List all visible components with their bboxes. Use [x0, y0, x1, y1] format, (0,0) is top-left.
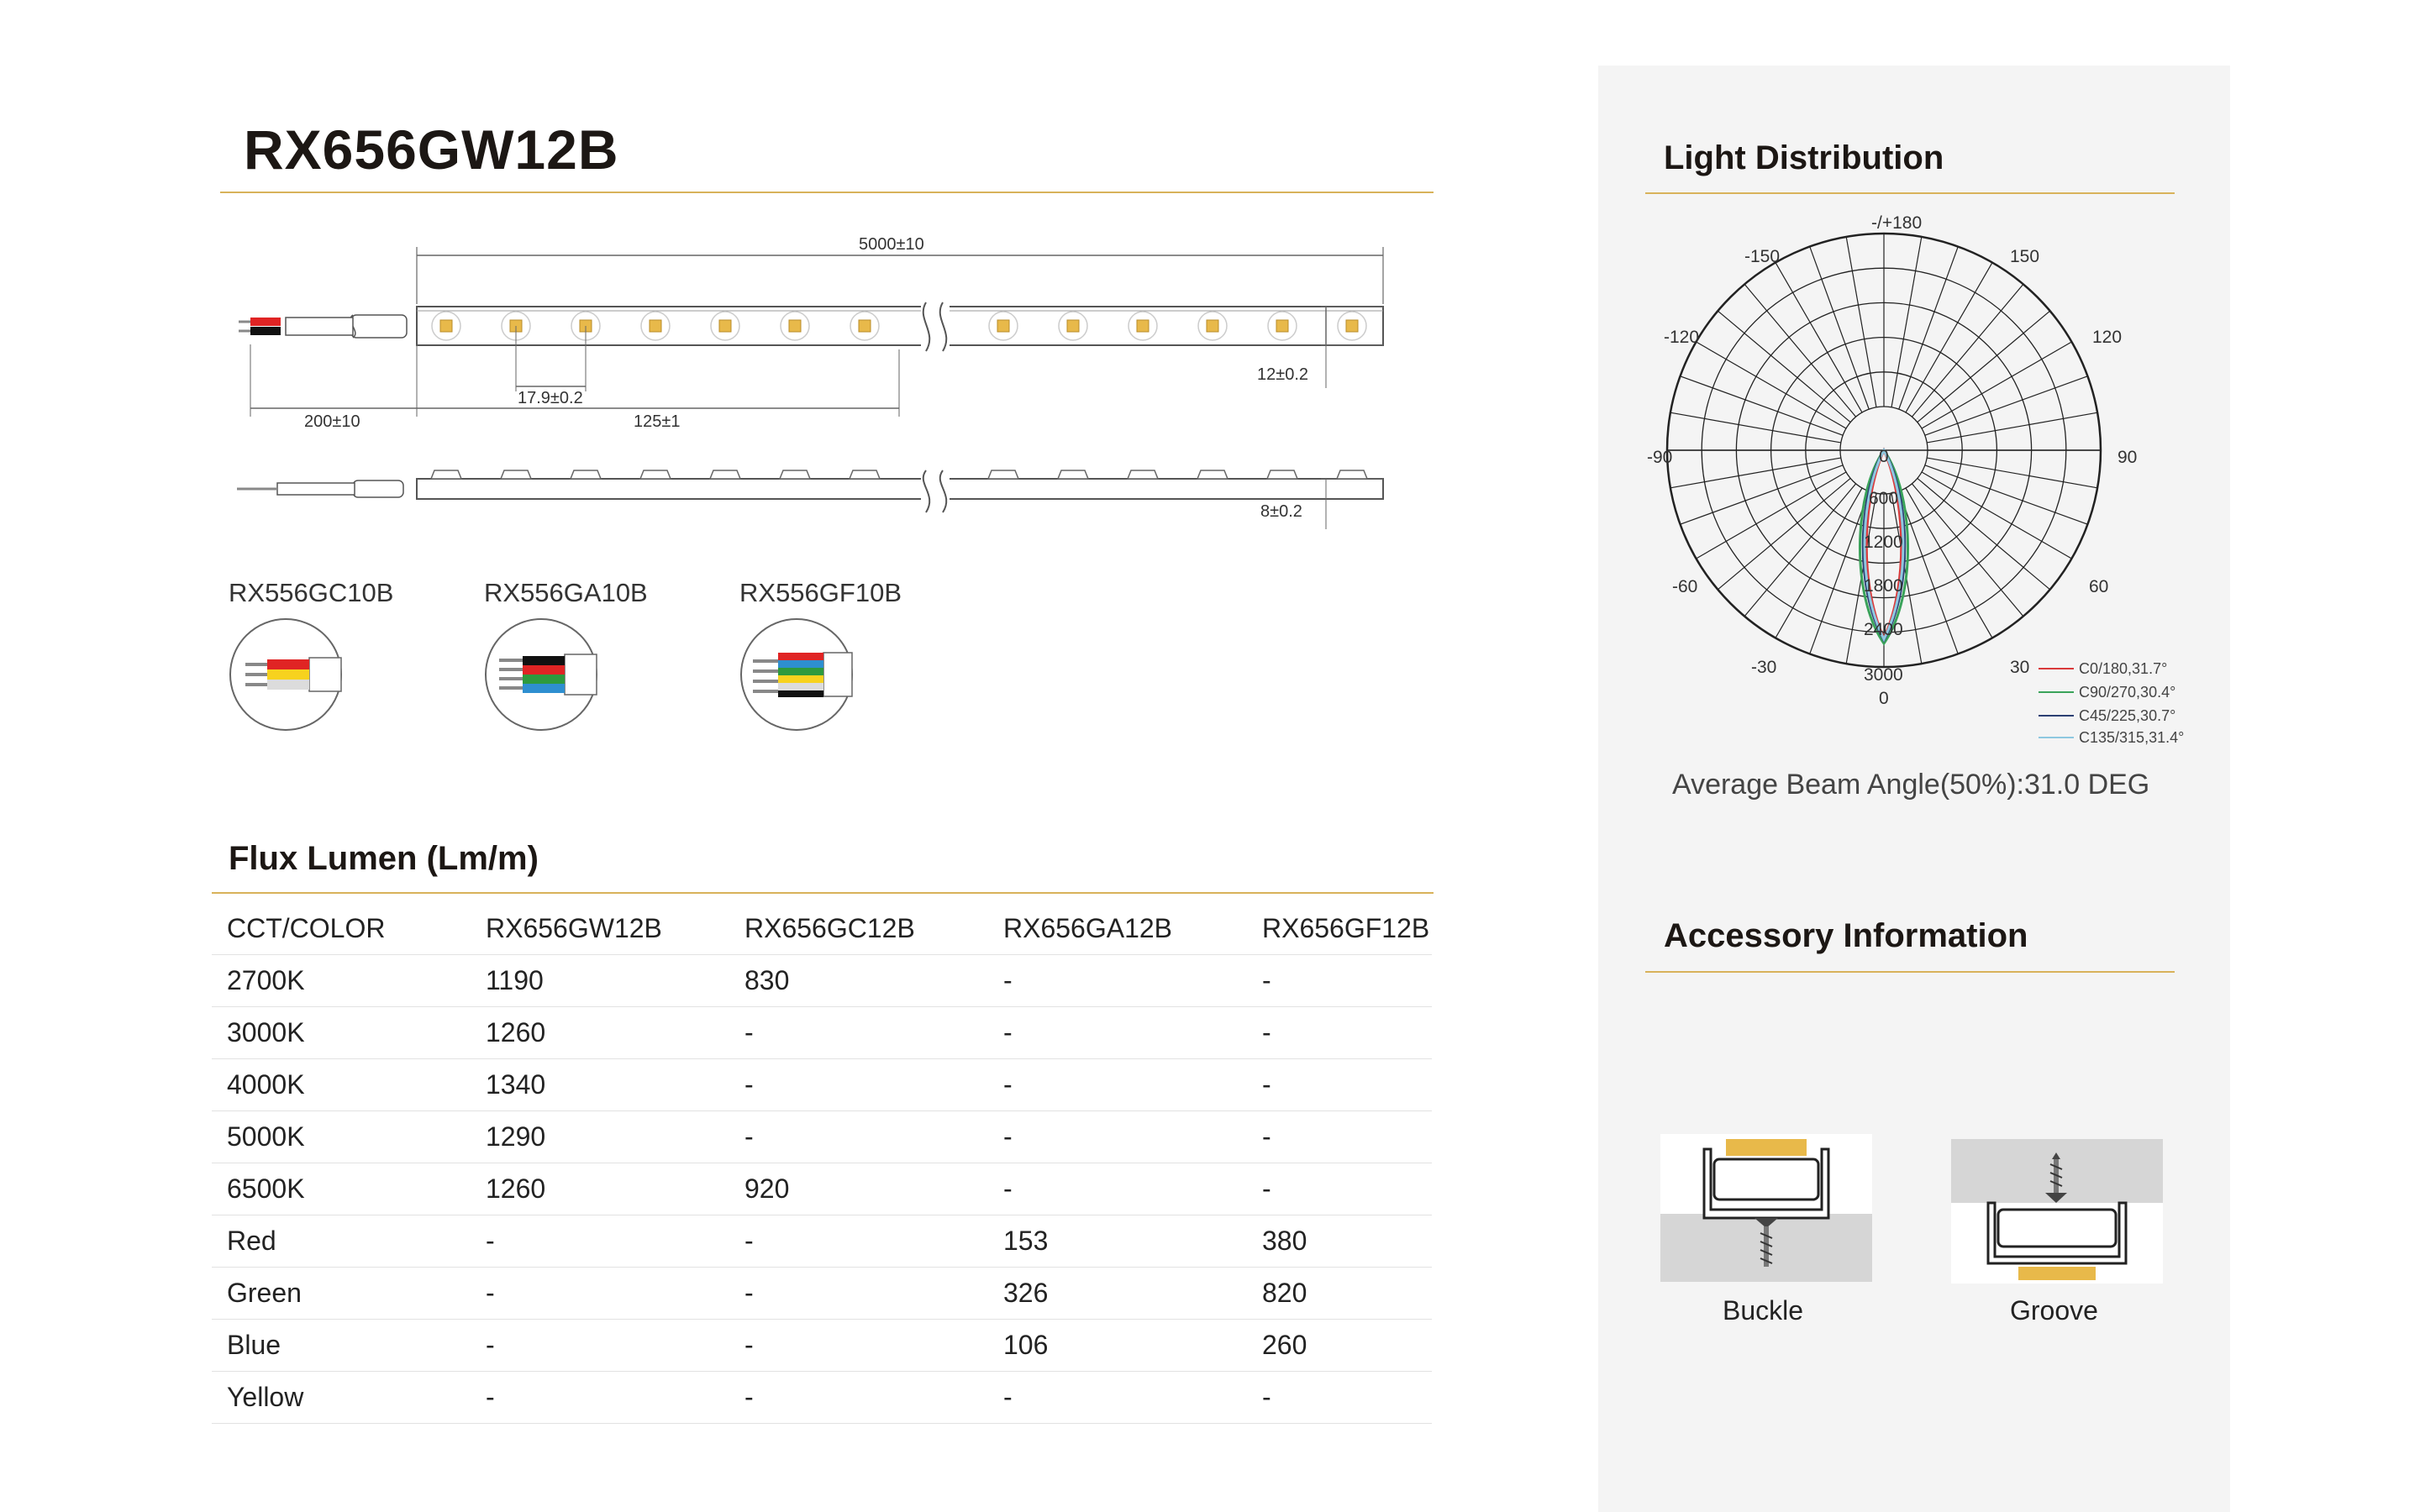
table-cell: 5000K [212, 1111, 471, 1163]
table-row [212, 1163, 1432, 1215]
accessory-label-groove: Groove [2010, 1295, 2098, 1326]
light-distribution-title: Light Distribution [1664, 139, 1944, 176]
table-cell: 1190 [471, 955, 729, 1007]
polar-spoke [1927, 412, 2097, 443]
title-divider [220, 192, 1434, 193]
groove-illustration [1951, 1139, 2163, 1284]
angle-label-m90: -90 [1647, 448, 1673, 467]
accessory-divider [1645, 971, 2175, 973]
table-cell: 2700K [212, 955, 471, 1007]
table-cell: - [1247, 1059, 1432, 1111]
variant-label-ga: RX556GA10B [484, 578, 648, 607]
dim-cable: 200±10 [304, 412, 360, 431]
table-cell: 920 [729, 1163, 988, 1215]
table-row [212, 1007, 1432, 1059]
table-row [212, 1059, 1432, 1111]
table-cell: Yellow [212, 1372, 471, 1424]
table-header-row [212, 903, 1432, 955]
legend-c0: C0/180,31.7° [2079, 660, 2168, 677]
table-cell: 106 [988, 1320, 1247, 1372]
polar-spoke [1744, 484, 1855, 617]
radial-label-3000: 3000 [1864, 665, 1903, 685]
table-cell: - [1247, 1372, 1432, 1424]
polar-spoke [1846, 237, 1876, 407]
radial-label-1800: 1800 [1864, 576, 1903, 596]
polar-spoke [1925, 465, 2088, 524]
polar-plot [1647, 208, 2202, 763]
legend-c90: C90/270,30.4° [2079, 684, 2176, 701]
radial-label-1200: 1200 [1864, 533, 1903, 552]
angle-label-m120: -120 [1664, 328, 1700, 347]
table-cell: - [729, 1059, 988, 1111]
angle-label-p90: 90 [2118, 448, 2138, 467]
table-cell: - [1247, 955, 1432, 1007]
polar-spoke [1718, 311, 1850, 422]
table-cell: 380 [1247, 1215, 1432, 1268]
table-header: RX656GA12B [988, 903, 1247, 955]
table-cell: - [729, 1372, 988, 1424]
variant-connector-ga [484, 617, 598, 732]
led-row-side [431, 470, 1367, 479]
light-distribution-divider [1645, 192, 2175, 194]
table-header: RX656GF12B [1247, 903, 1432, 955]
table-cell: 260 [1247, 1320, 1432, 1372]
angle-label-p60: 60 [2089, 577, 2109, 596]
angle-label-p150: 150 [2010, 247, 2040, 266]
table-cell: - [471, 1268, 729, 1320]
table-cell: - [729, 1007, 988, 1059]
polar-spoke [1744, 284, 1855, 417]
table-cell: - [988, 1163, 1247, 1215]
table-cell: - [729, 1268, 988, 1320]
legend-c135: C135/315,31.4° [2079, 729, 2185, 746]
variant-connector-gc [229, 617, 343, 732]
table-cell: - [988, 1007, 1247, 1059]
polar-spoke [1670, 412, 1841, 443]
polar-spoke [1918, 311, 2050, 422]
table-cell: - [729, 1215, 988, 1268]
table-cell: 153 [988, 1215, 1247, 1268]
table-cell: 4000K [212, 1059, 471, 1111]
accessory-label-buckle: Buckle [1723, 1295, 1804, 1326]
flux-table [212, 903, 1432, 1424]
table-row [212, 1320, 1432, 1372]
table-row [212, 1268, 1432, 1320]
table-cell: - [988, 1111, 1247, 1163]
angle-label-m30: -30 [1751, 658, 1777, 677]
radial-label-0: 0 [1879, 447, 1889, 466]
table-cell: 1260 [471, 1007, 729, 1059]
table-cell: 1290 [471, 1111, 729, 1163]
polar-spoke [1918, 478, 2050, 589]
table-cell: - [1247, 1111, 1432, 1163]
dim-height-side: 8±0.2 [1260, 502, 1302, 521]
table-cell: - [471, 1372, 729, 1424]
product-title: RX656GW12B [244, 118, 619, 181]
table-cell: 830 [729, 955, 988, 1007]
angle-label-m60: -60 [1672, 577, 1698, 596]
polar-spoke [1927, 458, 2097, 488]
variant-connector-gf [739, 617, 854, 732]
polar-spoke [1891, 237, 1922, 407]
table-cell: - [988, 1372, 1247, 1424]
polar-spoke [1810, 247, 1869, 410]
dim-cut: 125±1 [634, 412, 681, 431]
polar-spoke [1681, 376, 1844, 435]
polar-spoke [1681, 465, 1844, 524]
polar-spoke [1912, 284, 2023, 417]
polar-legend [2039, 660, 2184, 746]
table-cell: - [988, 1059, 1247, 1111]
angle-label-bottom: 0 [1879, 689, 1889, 708]
buckle-illustration [1660, 1134, 1872, 1282]
polar-spoke [1912, 484, 2023, 617]
dim-pitch: 17.9±0.2 [518, 389, 583, 407]
angle-label-p120: 120 [2092, 328, 2123, 347]
flux-title: Flux Lumen (Lm/m) [229, 840, 539, 877]
strip-drawing [227, 227, 1403, 538]
polar-spoke [1899, 247, 1958, 410]
table-row [212, 955, 1432, 1007]
polar-spoke [1670, 458, 1841, 488]
table-cell: - [1247, 1163, 1432, 1215]
table-cell: - [988, 955, 1247, 1007]
table-row [212, 1215, 1432, 1268]
beam-angle-text: Average Beam Angle(50%):31.0 DEG [1672, 769, 2150, 801]
table-cell: Green [212, 1268, 471, 1320]
dim-length: 5000±10 [859, 235, 924, 254]
angle-label-m150: -150 [1744, 247, 1781, 266]
table-cell: - [729, 1320, 988, 1372]
table-cell: 820 [1247, 1268, 1432, 1320]
table-cell: Red [212, 1215, 471, 1268]
table-row [212, 1372, 1432, 1424]
variant-label-gc: RX556GC10B [229, 578, 394, 607]
table-header: RX656GW12B [471, 903, 729, 955]
dim-height-top: 12±0.2 [1257, 365, 1309, 384]
table-cell: - [471, 1320, 729, 1372]
table-cell: Blue [212, 1320, 471, 1372]
table-cell: - [471, 1215, 729, 1268]
legend-c45: C45/225,30.7° [2079, 707, 2176, 724]
flux-divider [212, 892, 1434, 894]
variant-label-gf: RX556GF10B [739, 578, 902, 607]
table-cell: 3000K [212, 1007, 471, 1059]
table-cell: 6500K [212, 1163, 471, 1215]
table-cell: 1340 [471, 1059, 729, 1111]
table-header: RX656GC12B [729, 903, 988, 955]
table-header: CCT/COLOR [212, 903, 471, 955]
table-row [212, 1111, 1432, 1163]
table-cell: 1260 [471, 1163, 729, 1215]
angle-label-top: -/+180 [1871, 213, 1923, 233]
polar-spoke [1718, 478, 1850, 589]
polar-spoke [1925, 376, 2088, 435]
radial-label-600: 600 [1869, 489, 1899, 508]
radial-label-2400: 2400 [1864, 620, 1903, 639]
angle-label-p30: 30 [2010, 658, 2030, 677]
table-cell: 326 [988, 1268, 1247, 1320]
accessory-title: Accessory Information [1664, 917, 2028, 954]
table-cell: - [729, 1111, 988, 1163]
table-cell: - [1247, 1007, 1432, 1059]
